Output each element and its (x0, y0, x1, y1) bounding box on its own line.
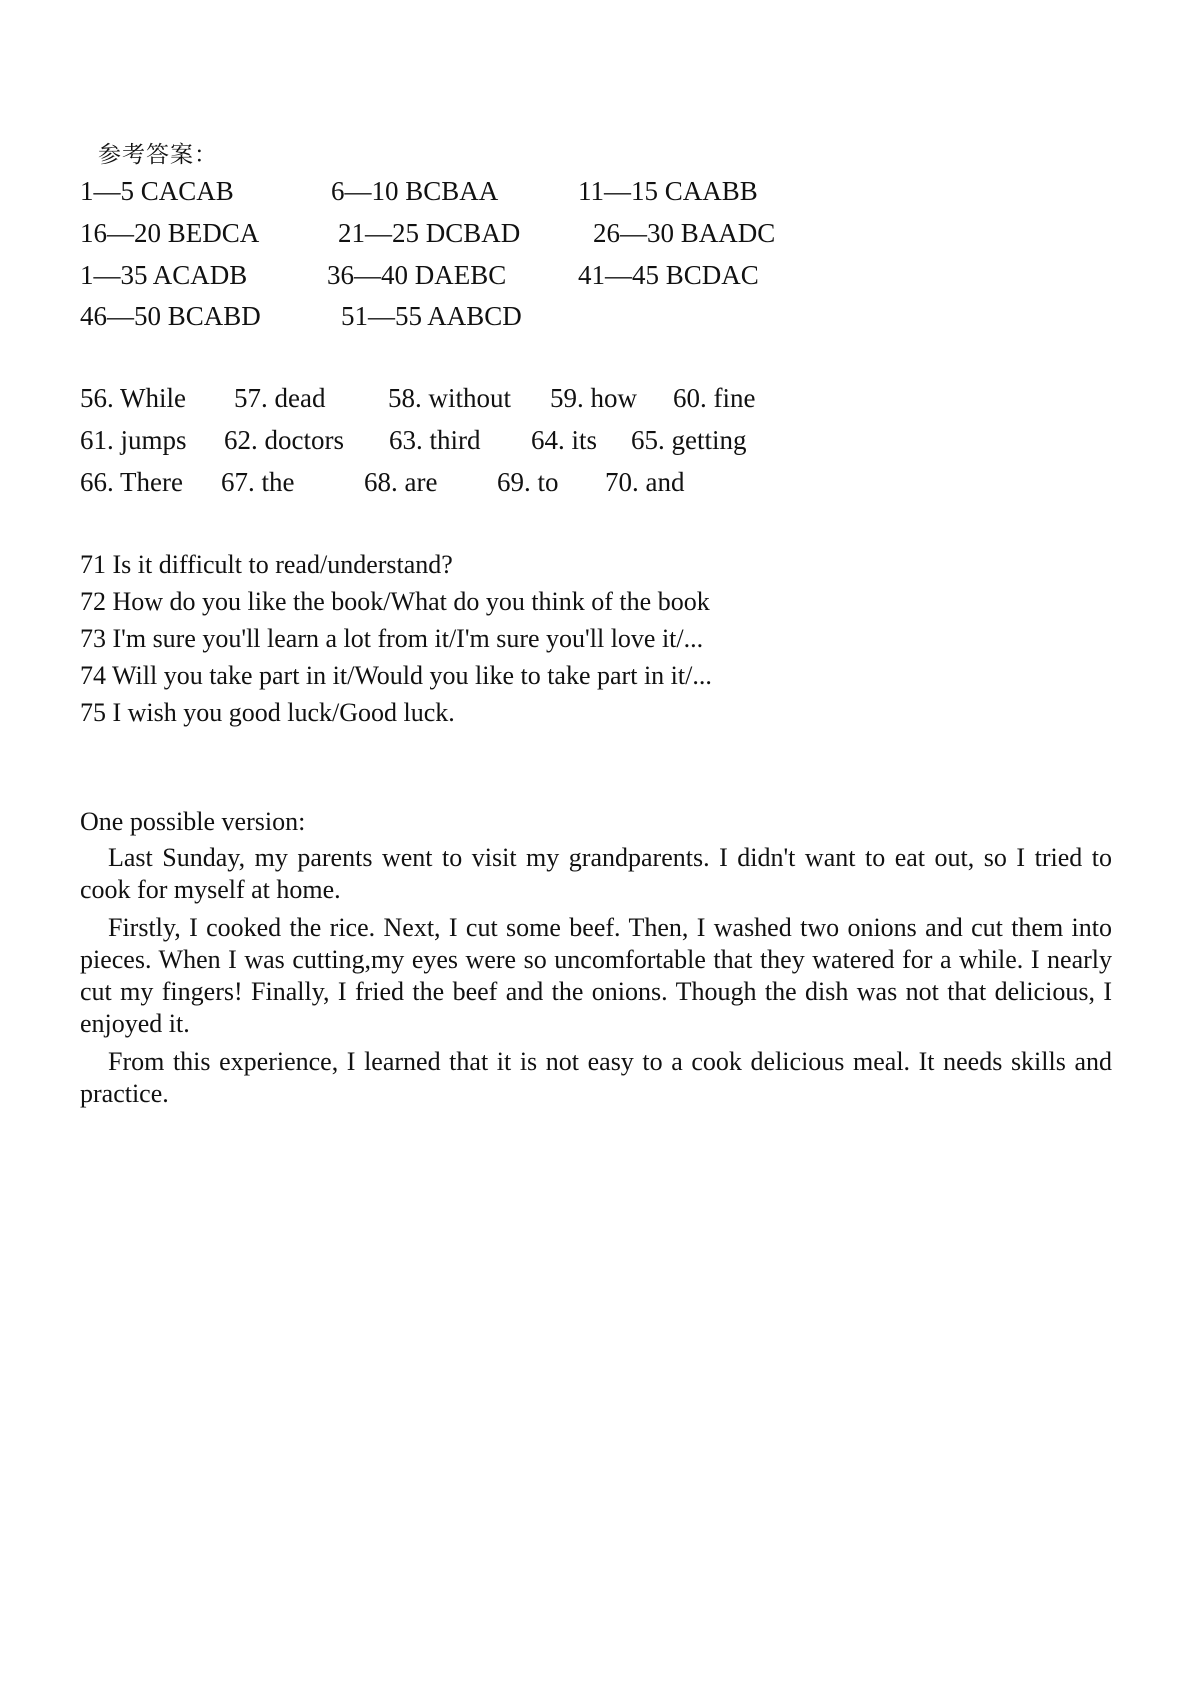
short-answer-list (80, 546, 712, 731)
short-answer-item: 72 How do you like the book/What do you think of the book (80, 587, 710, 616)
mc-answer: 41—45 BCDAC (578, 260, 759, 290)
short-answer-item: 75 I wish you good luck/Good luck. (80, 698, 455, 727)
mc-answer: 16—20 BEDCA (80, 218, 260, 248)
mc-answer: 1—35 ACADB (80, 260, 248, 290)
fill-answer: 68. are (364, 467, 438, 497)
fill-answer: 58. without (388, 383, 512, 413)
fill-row-2 (0, 425, 1190, 461)
sample-essay (80, 806, 1112, 1116)
fill-answer: 56. While (80, 383, 186, 413)
mc-answer: 36—40 DAEBC (327, 260, 507, 290)
essay-paragraph: Last Sunday, my parents went to visit my grandparents. I didn't want to eat out, so I tried to cook for myself at home. (80, 843, 1112, 904)
mc-answer: 11—15 CAABB (578, 176, 758, 206)
fill-answer: 57. dead (234, 383, 326, 413)
fill-answer: 60. fine (673, 383, 756, 413)
fill-answer: 70. and (605, 467, 685, 497)
short-answer-item: 74 Will you take part in it/Would you like to take part in it/... (80, 661, 712, 690)
fill-row-3 (0, 467, 1190, 503)
fill-answer: 59. how (550, 383, 637, 413)
mc-row-2 (0, 218, 1190, 254)
mc-row-1 (0, 176, 1190, 212)
fill-row-1 (0, 383, 1190, 419)
short-answer-item: 71 Is it difficult to read/understand? (80, 550, 453, 579)
fill-answer: 64. its (531, 425, 598, 455)
mc-answer: 6—10 BCBAA (331, 176, 499, 206)
fill-answer: 66. There (80, 467, 183, 497)
fill-answer: 63. third (389, 425, 481, 455)
fill-answer: 61. jumps (80, 425, 187, 455)
essay-paragraph: From this experience, I learned that it is not easy to a cook delicious meal. It needs skills and practice. (80, 1047, 1112, 1108)
mc-answer: 1—5 CACAB (80, 176, 234, 206)
mc-answer: 46—50 BCABD (80, 301, 261, 331)
short-answer-item: 73 I'm sure you'll learn a lot from it/I'm sure you'll love it/... (80, 624, 704, 653)
fill-answer: 65. getting (631, 425, 747, 455)
essay-paragraph: Firstly, I cooked the rice. Next, I cut some beef. Then, I washed two onions and cut them into pieces. When I was cutting,my eyes were so uncomfortable that they watered for a while. I nearly cut my fingers! Finally, I fried the beef and the onions. Though the dish was not that delicious, I enjoyed it. (80, 913, 1112, 1038)
mc-answer: 21—25 DCBAD (338, 218, 521, 248)
fill-answer: 67. the (221, 467, 295, 497)
essay-title: One possible version: (80, 807, 306, 836)
fill-answer: 69. to (497, 467, 559, 497)
mc-row-4 (0, 301, 1190, 337)
mc-answer: 26—30 BAADC (593, 218, 776, 248)
fill-answer: 62. doctors (224, 425, 344, 455)
mc-answer: 51—55 AABCD (341, 301, 522, 331)
mc-row-3 (0, 260, 1190, 296)
page-title: 参考答案： (98, 142, 218, 168)
